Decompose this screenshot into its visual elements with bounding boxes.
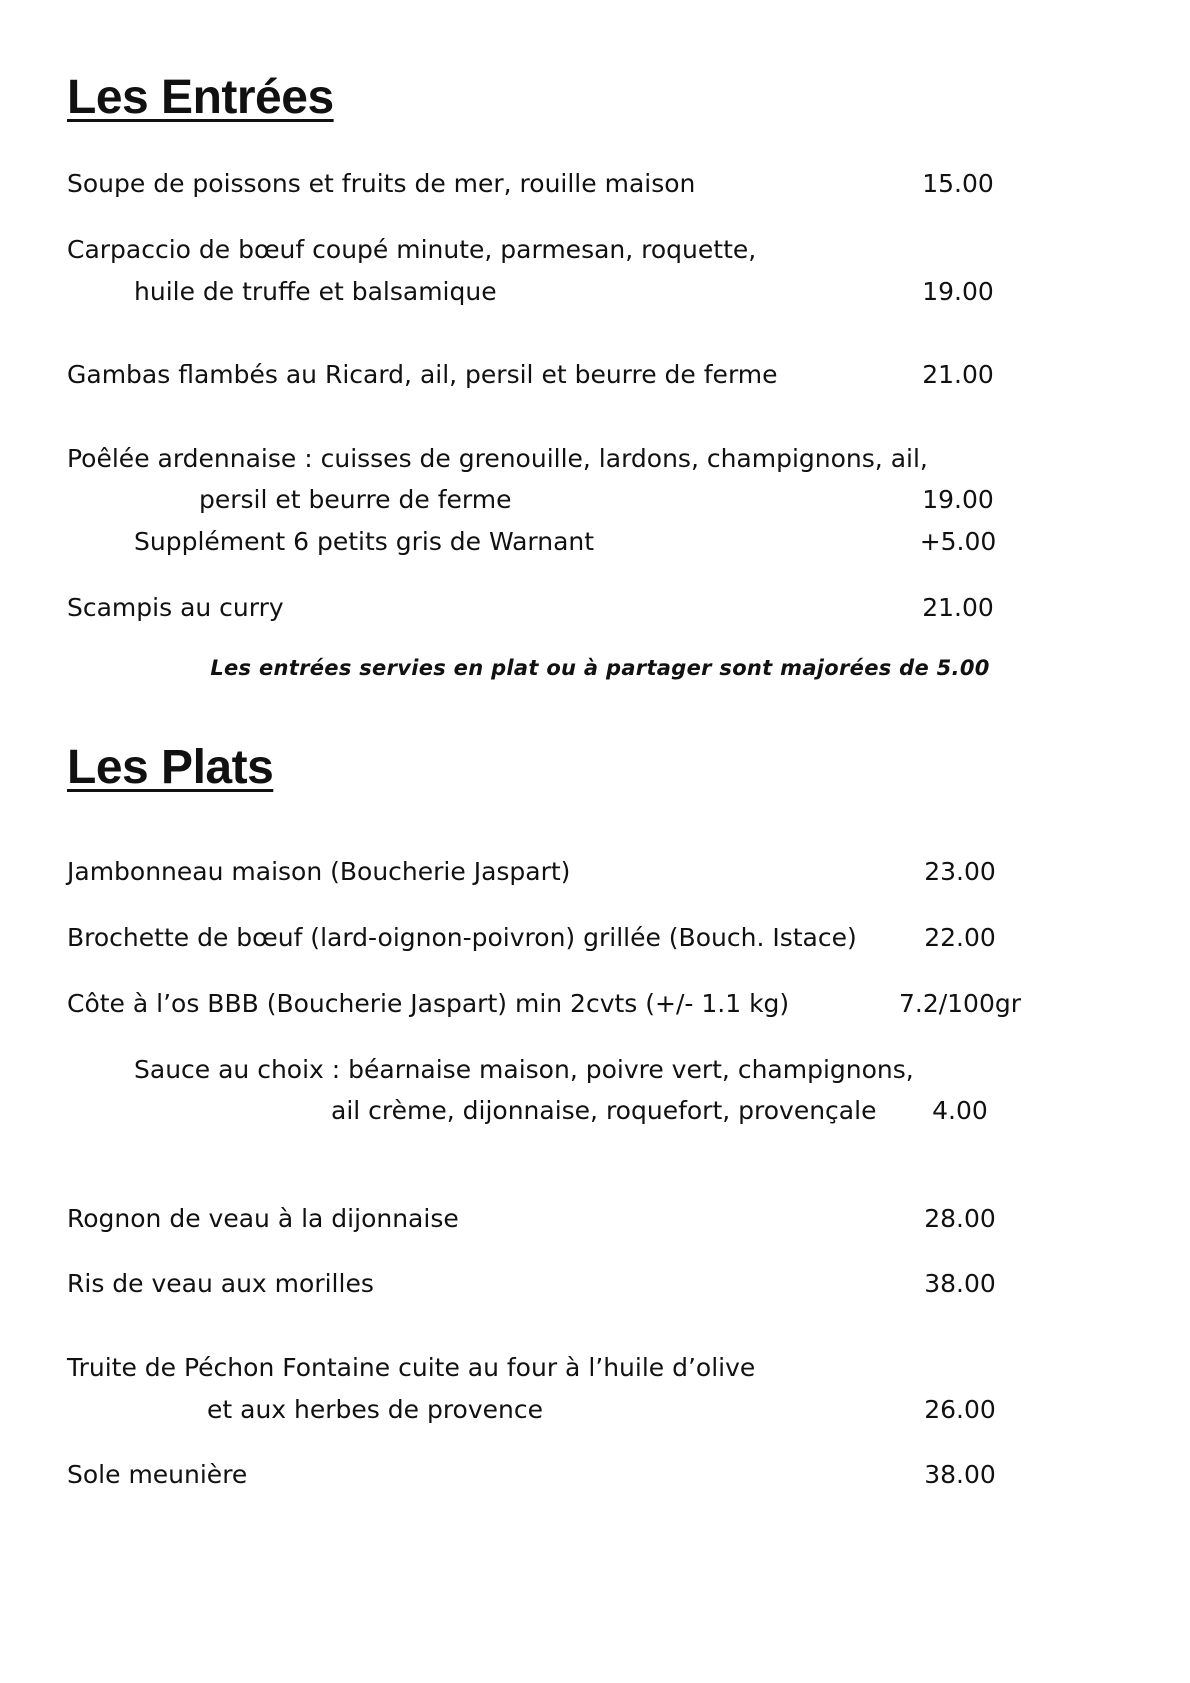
menu-item-price: +5.00 xyxy=(919,527,997,556)
menu-item-price: 4.00 xyxy=(932,1096,988,1125)
menu-item-text: Gambas flambés au Ricard, ail, persil et beurre de ferme xyxy=(67,360,778,389)
section-title-plats: Les Plats xyxy=(67,741,274,794)
menu-item-text: Sauce au choix : béarnaise maison, poivre vert, champignons, xyxy=(134,1055,914,1084)
menu-item-price: 22.00 xyxy=(924,923,996,952)
menu-item-text: Côte à l’os BBB (Boucherie Jaspart) min 2cvts (+/- 1.1 kg) xyxy=(67,989,790,1018)
menu-item-price: 7.2/100gr xyxy=(898,989,1022,1018)
menu-item-text: persil et beurre de ferme xyxy=(199,485,512,514)
menu-item-text: Poêlée ardennaise : cuisses de grenouille, lardons, champignons, ail, xyxy=(67,444,928,473)
menu-item-price: 19.00 xyxy=(922,485,994,514)
menu-item-text: et aux herbes de provence xyxy=(207,1395,543,1424)
menu-item-text: Sole meunière xyxy=(67,1460,248,1489)
menu-item-price: 38.00 xyxy=(924,1460,996,1489)
menu-item-text: Carpaccio de bœuf coupé minute, parmesan, roquette, xyxy=(67,235,757,264)
menu-item-text: Jambonneau maison (Boucherie Jaspart) xyxy=(67,857,571,886)
menu-item-price: 15.00 xyxy=(922,169,994,198)
menu-item-text: huile de truffe et balsamique xyxy=(134,277,497,306)
menu-item-text: ail crème, dijonnaise, roquefort, provençale xyxy=(331,1096,877,1125)
menu-item-text: Ris de veau aux morilles xyxy=(67,1269,374,1298)
menu-item-text: Scampis au curry xyxy=(67,593,284,622)
menu-item-price: 26.00 xyxy=(924,1395,996,1424)
surcharge-note: Les entrées servies en plat ou à partager sont majorées de 5.00 xyxy=(210,656,990,680)
menu-item-text: Brochette de bœuf (lard-oignon-poivron) grillée (Bouch. Istace) xyxy=(67,923,857,952)
section-title-entrees: Les Entrées xyxy=(67,71,334,124)
menu-item-price: 38.00 xyxy=(924,1269,996,1298)
menu-item-text: Soupe de poissons et fruits de mer, rouille maison xyxy=(67,169,696,198)
menu-item-price: 21.00 xyxy=(922,360,994,389)
menu-item-text: Supplément 6 petits gris de Warnant xyxy=(134,527,595,556)
menu-item-price: 19.00 xyxy=(922,277,994,306)
menu-item-text: Rognon de veau à la dijonnaise xyxy=(67,1204,459,1233)
menu-item-price: 21.00 xyxy=(922,593,994,622)
menu-item-text: Truite de Péchon Fontaine cuite au four à l’huile d’olive xyxy=(67,1353,756,1382)
menu-item-price: 23.00 xyxy=(924,857,996,886)
menu-item-price: 28.00 xyxy=(924,1204,996,1233)
